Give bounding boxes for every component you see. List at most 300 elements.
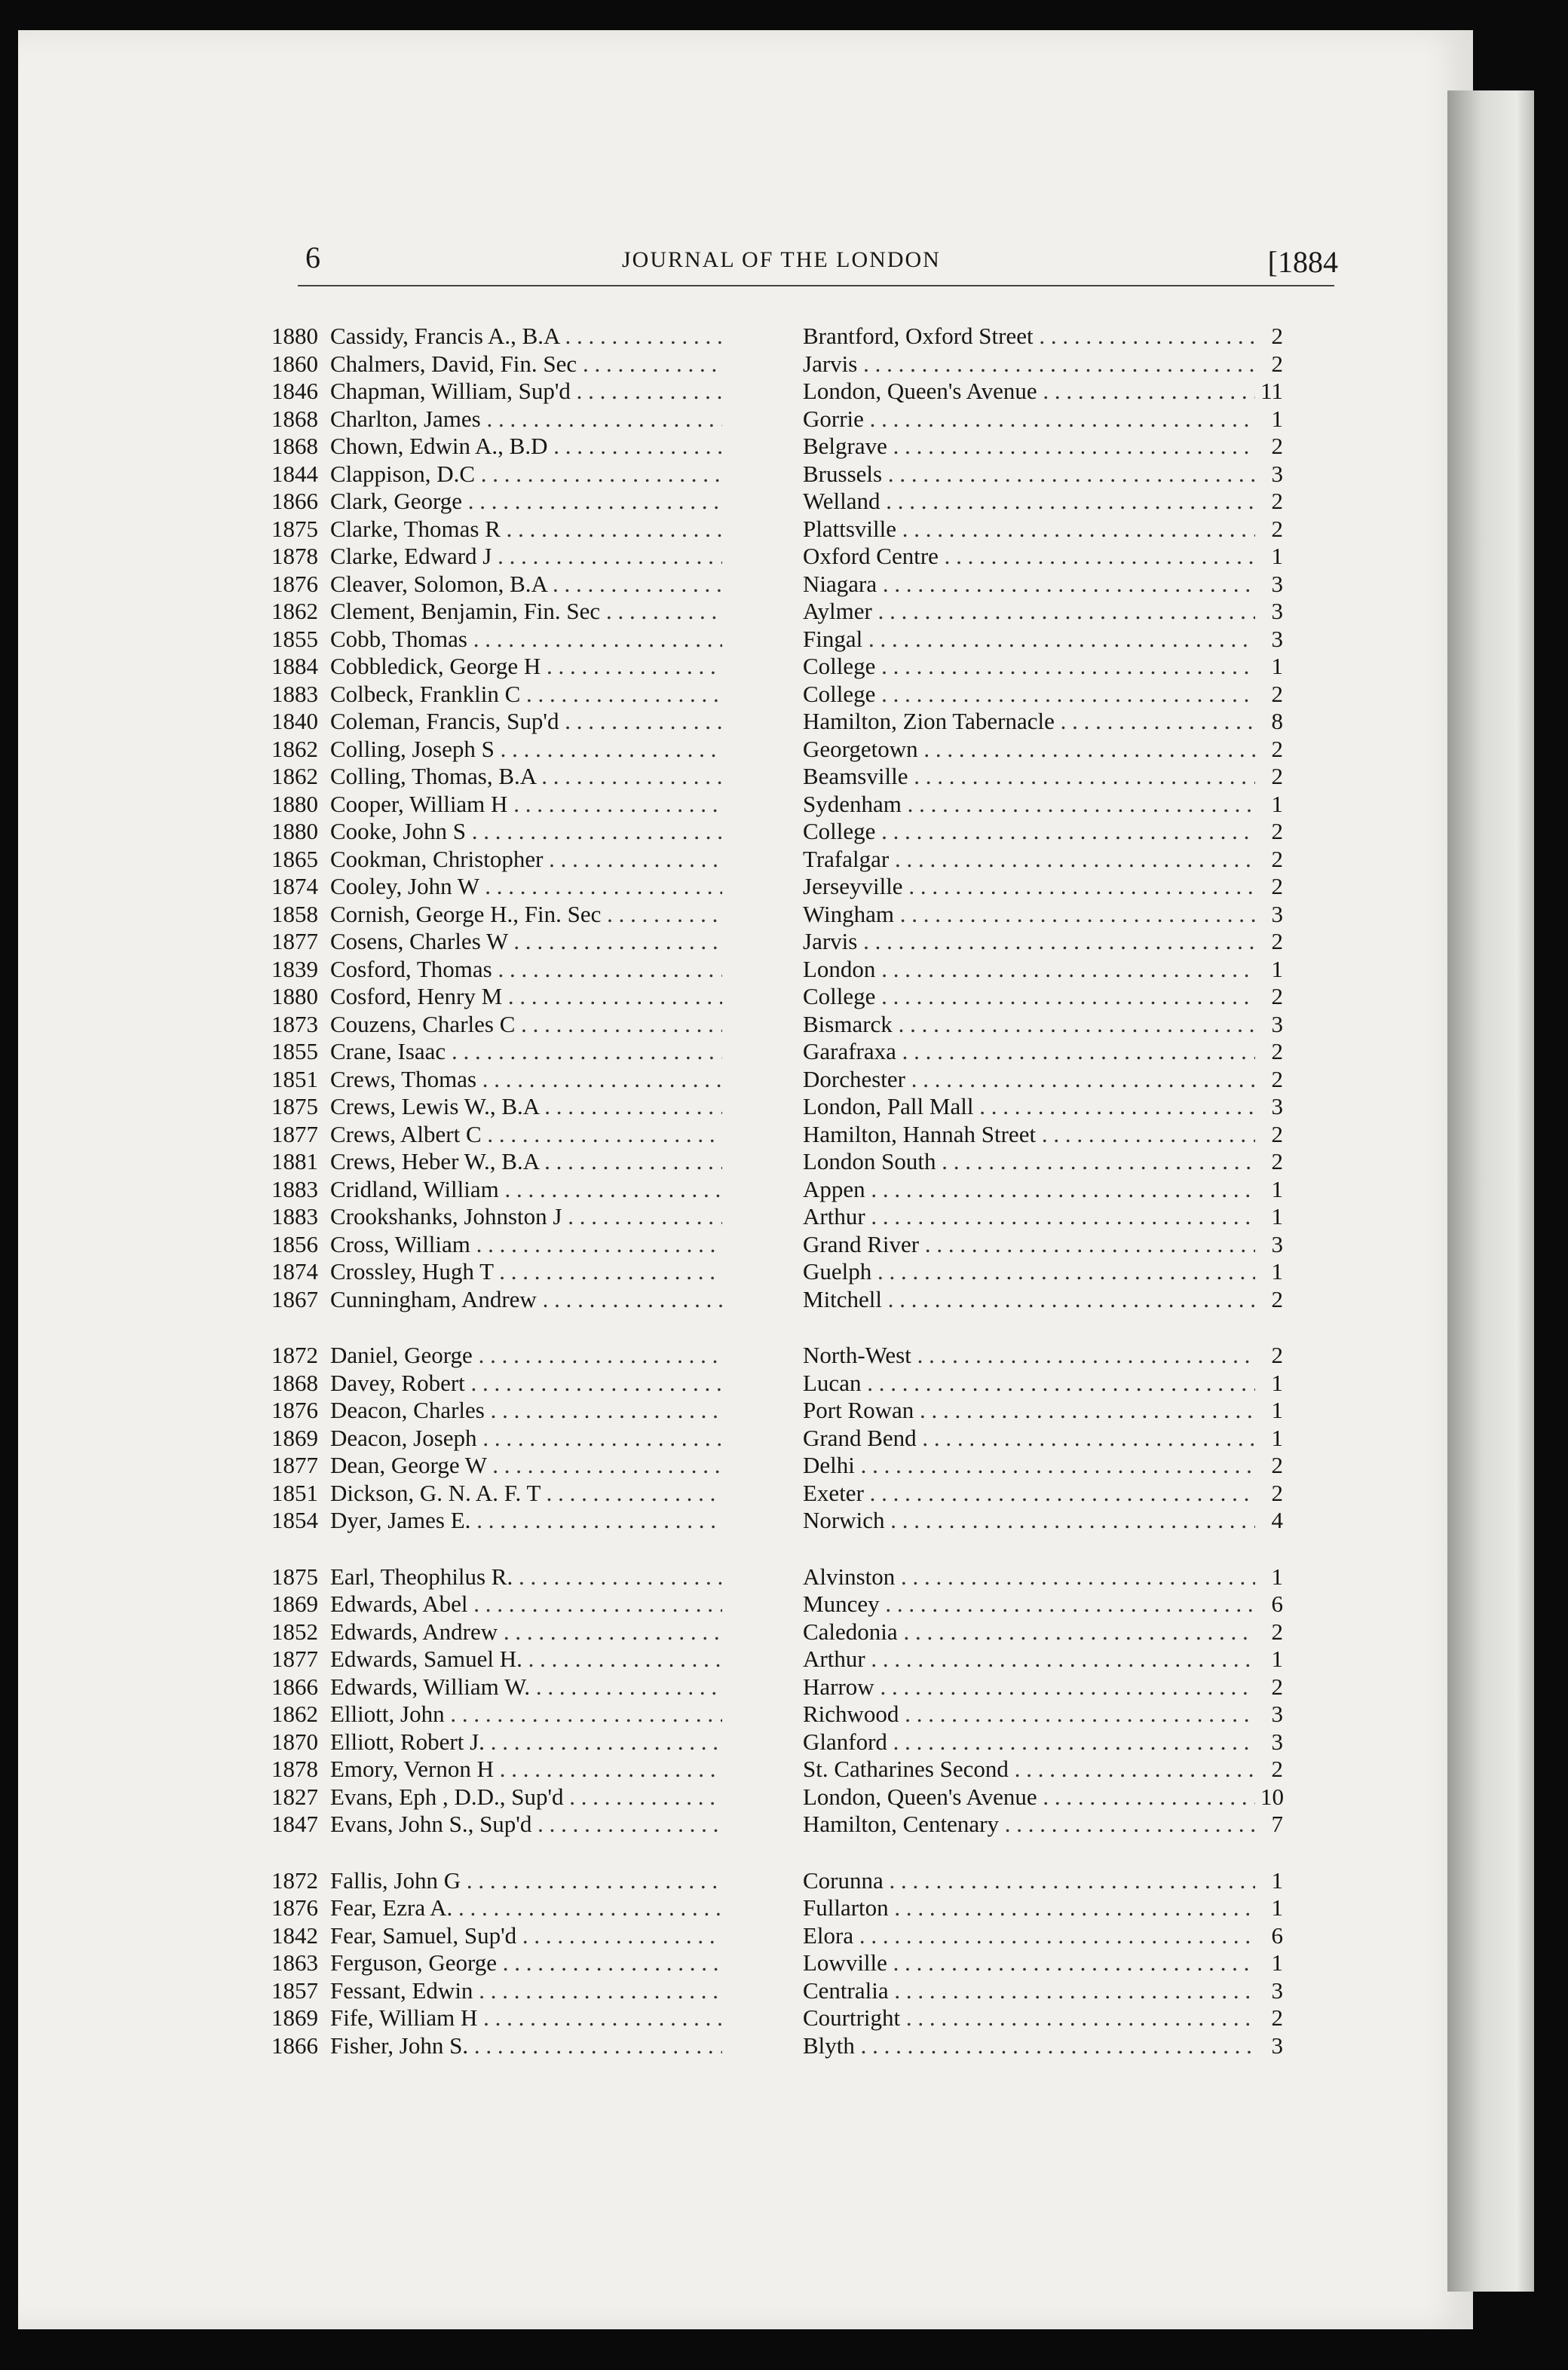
minister-row <box>271 2032 1282 2060</box>
circuit-name <box>803 543 1255 570</box>
circuit-name <box>803 1093 1255 1120</box>
circuit-name <box>803 1811 1255 1838</box>
circuit-name <box>803 791 1255 818</box>
circuit-name <box>803 1231 1255 1258</box>
circuit-name-text: London South <box>803 1148 936 1174</box>
minister-name <box>330 1370 722 1397</box>
years-on-circuit: 3 <box>1260 1093 1283 1120</box>
minister-name <box>330 1977 722 2004</box>
years-on-circuit: 2 <box>1260 846 1283 873</box>
entry-year: 1883 <box>271 1203 318 1229</box>
circuit-name <box>803 1729 1255 1756</box>
minister-row <box>271 736 1282 764</box>
minister-name <box>330 1867 722 1894</box>
circuit-name <box>803 323 1255 350</box>
entry-year: 1854 <box>271 1507 318 1533</box>
circuit-name <box>803 1425 1255 1452</box>
minister-name-text: Fear, Samuel, Sup'd <box>330 1921 517 1949</box>
circuit-name <box>803 351 1255 378</box>
circuit-name-text: Garafraxa <box>803 1038 896 1064</box>
entry-year: 1856 <box>271 1230 318 1257</box>
minister-name-text: Daniel, George <box>330 1342 473 1368</box>
minister-row <box>271 1811 1282 1839</box>
minister-row <box>271 1342 1282 1370</box>
minister-name-text: Chapman, William, Sup'd <box>330 378 571 404</box>
circuit-name-text: Welland <box>803 488 880 514</box>
minister-name-text: Colling, Thomas, B.A <box>330 763 536 789</box>
circuit-name-text: Appen <box>803 1175 865 1202</box>
minister-name <box>330 846 722 873</box>
minister-name <box>330 928 722 955</box>
minister-name-text: Cookman, Christopher <box>330 845 544 872</box>
entry-year: 1881 <box>271 1148 318 1174</box>
years-on-circuit: 2 <box>1260 1148 1283 1175</box>
circuit-name <box>803 626 1255 653</box>
circuit-name-text: Mitchell <box>803 1285 883 1312</box>
minister-name <box>330 1286 722 1313</box>
circuit-name-text: Oxford Centre <box>803 543 939 569</box>
years-on-circuit: 1 <box>1260 1203 1283 1230</box>
circuit-name-text: Harrow <box>803 1673 874 1700</box>
entry-year: 1847 <box>271 1811 318 1837</box>
circuit-name <box>803 763 1255 790</box>
minister-name-text: Fisher, John S. <box>330 2032 469 2059</box>
minister-name <box>330 1618 722 1646</box>
circuit-name <box>803 956 1255 983</box>
header-rule <box>298 285 1334 286</box>
minister-name <box>330 461 722 488</box>
minister-row <box>271 1425 1282 1453</box>
minister-name <box>330 1203 722 1230</box>
circuit-name <box>803 873 1255 900</box>
minister-row <box>271 1894 1282 1922</box>
minister-name <box>330 1038 722 1065</box>
circuit-name <box>803 736 1255 763</box>
entry-year: 1877 <box>271 1120 318 1147</box>
minister-row <box>271 543 1282 571</box>
minister-name-text: Chown, Edwin A., B.D <box>330 433 548 459</box>
entry-year: 1868 <box>271 433 318 459</box>
minister-name <box>330 543 722 570</box>
circuit-name-text: Grand River <box>803 1230 920 1257</box>
minister-name-text: Crossley, Hugh T <box>330 1258 494 1285</box>
minister-row <box>271 1646 1282 1673</box>
minister-row <box>271 461 1282 488</box>
entry-year: 1877 <box>271 1452 318 1478</box>
years-on-circuit: 1 <box>1260 1258 1283 1285</box>
circuit-name-text: Belgrave <box>803 433 887 459</box>
minister-row <box>271 1203 1282 1231</box>
minister-name <box>330 1701 722 1728</box>
circuit-name-text: Trafalgar <box>803 845 890 872</box>
minister-row <box>271 791 1282 819</box>
entry-year: 1852 <box>271 1618 318 1645</box>
circuit-name-text: Jarvis <box>803 350 858 377</box>
page-number: 6 <box>305 240 320 274</box>
circuit-name-text: Beamsville <box>803 763 908 789</box>
circuit-name <box>803 1038 1255 1065</box>
circuit-name <box>803 433 1255 460</box>
circuit-name-text: Norwich <box>803 1507 885 1533</box>
circuit-name <box>803 1066 1255 1093</box>
circuit-name <box>803 1370 1255 1397</box>
years-on-circuit: 1 <box>1260 1949 1283 1977</box>
years-on-circuit: 2 <box>1260 681 1283 708</box>
minister-row <box>271 1867 1282 1895</box>
entry-year: 1865 <box>271 845 318 872</box>
minister-row <box>271 1673 1282 1701</box>
circuit-name <box>803 1756 1255 1783</box>
circuit-name-text: College <box>803 680 876 707</box>
years-on-circuit: 1 <box>1260 543 1283 570</box>
circuit-name <box>803 1673 1255 1701</box>
entry-year: 1869 <box>271 1424 318 1451</box>
minister-name-text: Crews, Thomas <box>330 1065 477 1092</box>
minister-name-text: Clement, Benjamin, Fin. Sec <box>330 598 601 624</box>
years-on-circuit: 1 <box>1260 406 1283 433</box>
minister-row <box>271 626 1282 654</box>
minister-row <box>271 1066 1282 1094</box>
years-on-circuit: 1 <box>1260 791 1283 818</box>
minister-name-text: Clark, George <box>330 488 463 514</box>
circuit-name <box>803 1977 1255 2004</box>
years-on-circuit: 7 <box>1260 1811 1283 1838</box>
minister-row <box>271 1176 1282 1204</box>
minister-row <box>271 1258 1282 1286</box>
circuit-name-text: Centralia <box>803 1977 889 2004</box>
entry-year: 1839 <box>271 955 318 982</box>
page-edge-shadow <box>1447 90 1534 2292</box>
years-on-circuit: 2 <box>1260 736 1283 763</box>
years-on-circuit: 1 <box>1260 1370 1283 1397</box>
entry-year: 1851 <box>271 1479 318 1506</box>
years-on-circuit: 3 <box>1260 1977 1283 2004</box>
minister-name-text: Crane, Isaac <box>330 1038 446 1064</box>
minister-name <box>330 1148 722 1175</box>
circuit-name <box>803 1563 1255 1591</box>
entry-year: 1873 <box>271 1010 318 1037</box>
minister-row <box>271 846 1282 874</box>
circuit-name-text: Grand Bend <box>803 1424 917 1451</box>
minister-name <box>330 763 722 790</box>
years-on-circuit: 3 <box>1260 901 1283 928</box>
minister-name <box>330 1673 722 1701</box>
minister-name-text: Evans, John S., Sup'd <box>330 1811 532 1837</box>
circuit-name <box>803 1286 1255 1313</box>
minister-name <box>330 983 722 1010</box>
years-on-circuit: 2 <box>1260 818 1283 845</box>
minister-name <box>330 406 722 433</box>
minister-name <box>330 1342 722 1369</box>
circuit-name-text: Courtright <box>803 2004 901 2031</box>
circuit-name <box>803 1176 1255 1203</box>
circuit-name <box>803 378 1255 405</box>
circuit-name-text: London, Queen's Avenue <box>803 378 1037 404</box>
years-on-circuit: 1 <box>1260 1646 1283 1673</box>
minister-name <box>330 653 722 680</box>
circuit-name-text: Hamilton, Zion Tabernacle <box>803 708 1055 734</box>
circuit-name-text: Gorrie <box>803 405 864 432</box>
minister-name <box>330 598 722 625</box>
years-on-circuit: 3 <box>1260 1729 1283 1756</box>
entry-year: 1870 <box>271 1728 318 1755</box>
minister-name <box>330 736 722 763</box>
minister-name <box>330 488 722 515</box>
years-on-circuit: 2 <box>1260 1673 1283 1701</box>
entry-year: 1877 <box>271 1646 318 1672</box>
circuit-name <box>803 1591 1255 1618</box>
circuit-name <box>803 488 1255 515</box>
minister-name <box>330 1646 722 1673</box>
minister-name-text: Edwards, Samuel H. <box>330 1646 522 1672</box>
entry-year: 1876 <box>271 570 318 597</box>
circuit-name-text: Corunna <box>803 1866 884 1894</box>
minister-name <box>330 1121 722 1148</box>
years-on-circuit: 2 <box>1260 516 1283 543</box>
minister-name <box>330 1591 722 1618</box>
minister-row <box>271 818 1282 846</box>
minister-name <box>330 626 722 653</box>
minister-name-text: Cosford, Henry M <box>330 983 503 1009</box>
minister-name <box>330 1480 722 1507</box>
years-on-circuit: 3 <box>1260 1011 1283 1038</box>
circuit-name-text: St. Catharines Second <box>803 1756 1009 1782</box>
minister-row <box>271 873 1282 901</box>
minister-row <box>271 1949 1282 1977</box>
minister-name <box>330 1452 722 1479</box>
minister-row <box>271 516 1282 544</box>
entry-year: 1855 <box>271 625 318 652</box>
minister-name <box>330 1507 722 1534</box>
entry-year: 1860 <box>271 350 318 377</box>
minister-row <box>271 406 1282 433</box>
minister-row <box>271 1977 1282 2005</box>
circuit-name <box>803 1397 1255 1424</box>
entry-year: 1877 <box>271 928 318 954</box>
circuit-name <box>803 818 1255 845</box>
minister-name <box>330 1894 722 1921</box>
minister-name-text: Couzens, Charles C <box>330 1010 516 1037</box>
circuit-name-text: Elora <box>803 1921 854 1949</box>
entry-year: 1875 <box>271 1563 318 1590</box>
minister-name-text: Cooley, John W <box>330 873 479 899</box>
minister-name <box>330 1397 722 1424</box>
circuit-name-text: London, Queen's Avenue <box>803 1783 1037 1810</box>
years-on-circuit: 2 <box>1260 1038 1283 1065</box>
minister-row <box>271 763 1282 791</box>
years-on-circuit: 2 <box>1260 1286 1283 1313</box>
minister-name <box>330 571 722 598</box>
minister-row <box>271 2004 1282 2032</box>
minister-row <box>271 1784 1282 1811</box>
minister-row <box>271 901 1282 929</box>
entry-year: 1869 <box>271 1591 318 1617</box>
letter-group <box>271 1867 1282 2060</box>
entry-year: 1840 <box>271 708 318 734</box>
years-on-circuit: 1 <box>1260 956 1283 983</box>
circuit-name-text: Niagara <box>803 570 877 597</box>
entry-year: 1872 <box>271 1866 318 1894</box>
minister-name-text: Clappison, D.C <box>330 460 476 487</box>
minister-name <box>330 1729 722 1756</box>
years-on-circuit: 11 <box>1260 378 1283 404</box>
years-on-circuit: 1 <box>1260 653 1283 680</box>
circuit-name <box>803 2032 1255 2059</box>
entry-year: 1880 <box>271 983 318 1009</box>
circuit-name-text: Jerseyville <box>803 873 903 899</box>
minister-name-text: Chalmers, David, Fin. Sec <box>330 350 577 377</box>
circuit-name <box>803 1701 1255 1728</box>
circuit-name-text: London, Pall Mall <box>803 1093 974 1119</box>
circuit-name-text: Port Rowan <box>803 1397 914 1423</box>
circuit-name <box>803 653 1255 680</box>
circuit-name <box>803 1480 1255 1507</box>
minister-row <box>271 598 1282 626</box>
minister-row <box>271 571 1282 599</box>
years-on-circuit: 1 <box>1260 1425 1283 1452</box>
circuit-name-text: Fingal <box>803 625 863 652</box>
years-on-circuit: 2 <box>1260 2004 1283 2032</box>
minister-name-text: Cooper, William H <box>330 790 508 817</box>
minister-row <box>271 1148 1282 1176</box>
minister-row <box>271 433 1282 461</box>
minister-name-text: Cridland, William <box>330 1175 499 1202</box>
minister-name <box>330 791 722 818</box>
minister-name <box>330 873 722 900</box>
minister-row <box>271 1618 1282 1646</box>
minister-name-text: Deacon, Joseph <box>330 1424 477 1451</box>
years-on-circuit: 3 <box>1260 571 1283 598</box>
circuit-name-text: College <box>803 983 876 1009</box>
years-on-circuit: 3 <box>1260 1701 1283 1728</box>
running-title: JOURNAL OF THE LONDON <box>622 247 941 272</box>
circuit-name-text: Georgetown <box>803 735 918 762</box>
years-on-circuit: 1 <box>1260 1176 1283 1203</box>
minister-name <box>330 351 722 378</box>
circuit-name-text: Sydenham <box>803 790 902 817</box>
circuit-name-text: Dorchester <box>803 1065 905 1092</box>
entry-year: 1866 <box>271 1673 318 1700</box>
minister-name-text: Fessant, Edwin <box>330 1977 473 2004</box>
minister-name <box>330 818 722 845</box>
years-on-circuit: 1 <box>1260 1563 1283 1591</box>
entry-year: 1876 <box>271 1397 318 1423</box>
minister-row <box>271 653 1282 681</box>
circuit-name-text: College <box>803 653 876 679</box>
years-on-circuit: 6 <box>1260 1591 1283 1618</box>
minister-name-text: Crews, Heber W., B.A <box>330 1148 539 1174</box>
minister-name-text: Cooke, John S <box>330 818 466 844</box>
minister-name-text: Crews, Lewis W., B.A <box>330 1093 539 1119</box>
circuit-name-text: Muncey <box>803 1591 880 1617</box>
circuit-name-text: Wingham <box>803 900 895 927</box>
entry-year: 1862 <box>271 763 318 789</box>
minister-row <box>271 1011 1282 1039</box>
circuit-name <box>803 406 1255 433</box>
minister-row <box>271 1701 1282 1729</box>
minister-name-text: Emory, Vernon H <box>330 1756 494 1782</box>
circuit-name <box>803 1342 1255 1369</box>
minister-name <box>330 433 722 460</box>
circuit-name-text: Lowville <box>803 1949 887 1976</box>
minister-name-text: Clarke, Thomas R <box>330 515 501 542</box>
years-on-circuit: 2 <box>1260 983 1283 1010</box>
entry-year: 1878 <box>271 543 318 569</box>
minister-name-text: Fear, Ezra A. <box>330 1894 453 1921</box>
circuit-name-text: Glanford <box>803 1728 887 1755</box>
years-on-circuit: 2 <box>1260 1756 1283 1783</box>
circuit-name-text: London <box>803 955 876 982</box>
minister-row <box>271 681 1282 709</box>
minister-name-text: Dean, George W <box>330 1452 487 1478</box>
circuit-name <box>803 1258 1255 1285</box>
circuit-name-text: Caledonia <box>803 1618 898 1645</box>
circuit-name <box>803 1646 1255 1673</box>
letter-group <box>271 323 1282 1313</box>
minister-name-text: Colbeck, Franklin C <box>330 680 521 707</box>
minister-row <box>271 1452 1282 1480</box>
circuit-name <box>803 1148 1255 1175</box>
minister-row <box>271 1507 1282 1535</box>
entry-year: 1880 <box>271 818 318 844</box>
circuit-name-text: Blyth <box>803 2032 855 2059</box>
entry-year: 1866 <box>271 2032 318 2059</box>
minister-row <box>271 1093 1282 1121</box>
circuit-name-text: Bismarck <box>803 1010 893 1037</box>
minister-name <box>330 516 722 543</box>
years-on-circuit: 2 <box>1260 1452 1283 1479</box>
minister-name-text: Edwards, Andrew <box>330 1618 498 1645</box>
minister-list <box>271 323 1282 2088</box>
years-on-circuit: 2 <box>1260 1121 1283 1148</box>
entry-year: 1876 <box>271 1894 318 1921</box>
letter-group <box>271 1342 1282 1535</box>
circuit-name <box>803 1452 1255 1479</box>
entry-year: 1863 <box>271 1949 318 1976</box>
circuit-name <box>803 983 1255 1010</box>
circuit-name <box>803 461 1255 488</box>
minister-name <box>330 1563 722 1591</box>
minister-name-text: Cornish, George H., Fin. Sec <box>330 900 602 927</box>
circuit-name <box>803 928 1255 955</box>
circuit-name <box>803 571 1255 598</box>
minister-name <box>330 708 722 735</box>
entry-year: 1883 <box>271 1175 318 1202</box>
circuit-name-text: Plattsville <box>803 515 896 542</box>
entry-year: 1862 <box>271 598 318 624</box>
entry-year: 1867 <box>271 1285 318 1312</box>
minister-row <box>271 1397 1282 1425</box>
circuit-name <box>803 516 1255 543</box>
minister-row <box>271 983 1282 1011</box>
circuit-name <box>803 1507 1255 1534</box>
minister-name-text: Ferguson, George <box>330 1949 497 1976</box>
years-on-circuit: 2 <box>1260 928 1283 955</box>
minister-name <box>330 1011 722 1038</box>
minister-name-text: Dickson, G. N. A. F. T <box>330 1479 541 1506</box>
years-on-circuit: 2 <box>1260 488 1283 515</box>
minister-row <box>271 1591 1282 1618</box>
circuit-name-text: Guelph <box>803 1258 872 1285</box>
minister-name-text: Davey, Robert <box>330 1369 465 1396</box>
minister-name <box>330 681 722 708</box>
entry-year: 1844 <box>271 460 318 487</box>
years-on-circuit: 10 <box>1260 1783 1284 1810</box>
minister-name <box>330 1756 722 1783</box>
circuit-name <box>803 598 1255 625</box>
years-on-circuit: 8 <box>1260 708 1283 735</box>
minister-name <box>330 901 722 928</box>
